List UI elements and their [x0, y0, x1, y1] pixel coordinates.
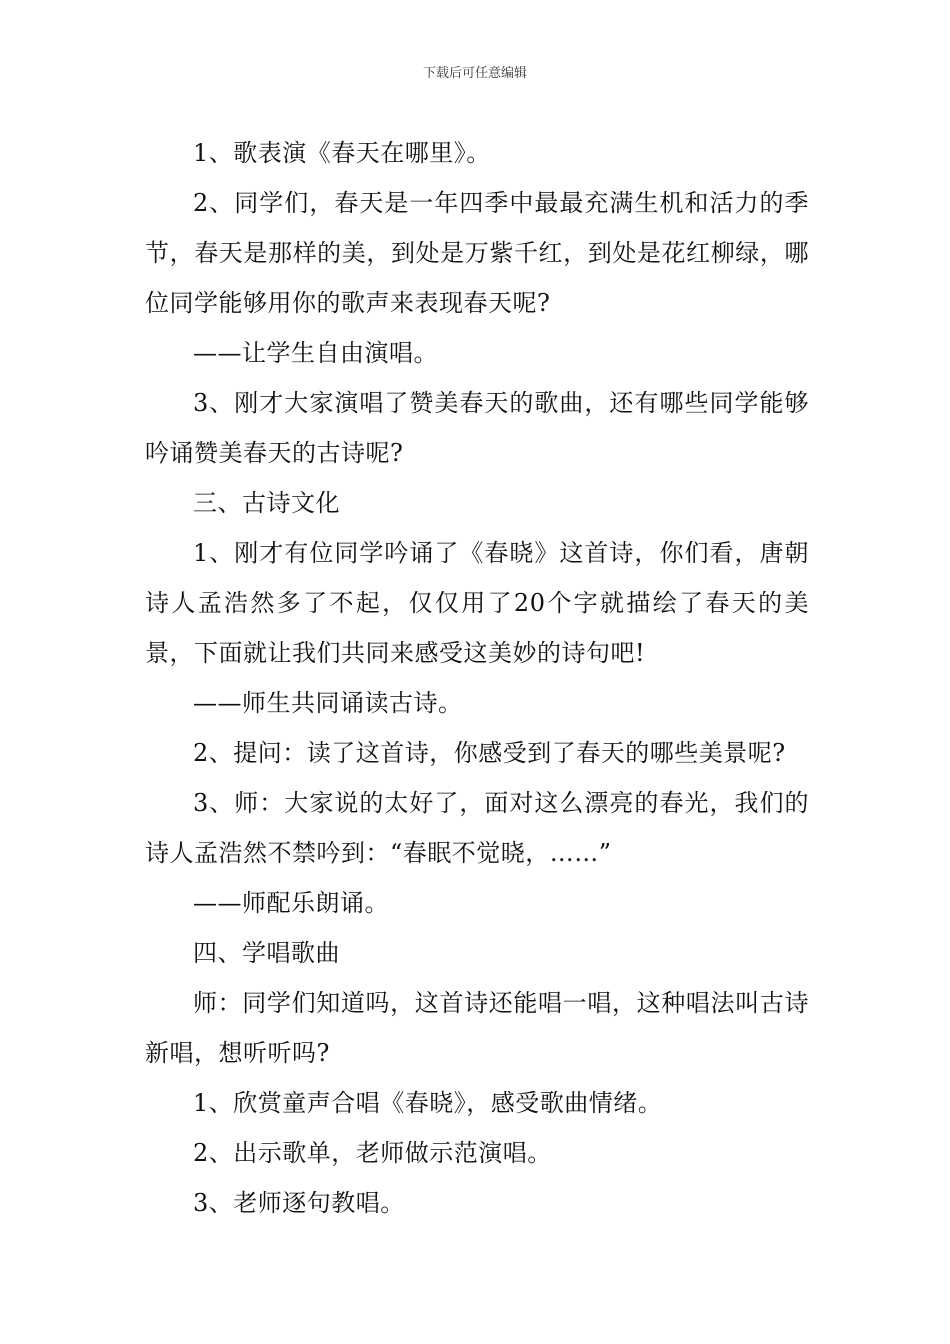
paragraph-6: ——师生共同诵读古诗。: [193, 689, 463, 717]
section-heading-4: 四、学唱歌曲: [193, 939, 340, 967]
paragraph-9: ——师配乐朗诵。: [193, 889, 389, 917]
paragraph-12: 2、出示歌单，老师做示范演唱。: [193, 1139, 552, 1167]
paragraph-11: 1、欣赏童声合唱《春晓》，感受歌曲情绪。: [193, 1089, 663, 1117]
paragraph-5: 1、刚才有位同学吟诵了《春晓》这首诗，你们看，唐朝诗人孟浩然多了不起，仅仅用了20个字就描绘了春天的美景，下面就让我们共同来感受这美妙的诗句吧!: [145, 539, 809, 667]
page-header: 下载后可任意编辑: [422, 66, 527, 81]
paragraph-7: 2、提问：读了这首诗，你感受到了春天的哪些美景呢?: [193, 739, 786, 767]
document-body: [145, 128, 809, 1228]
paragraph-2: 2、同学们，春天是一年四季中最最充满生机和活力的季节，春天是那样的美，到处是万紫千红，到处是花红柳绿，哪位同学能够用你的歌声来表现春天呢?: [145, 189, 809, 317]
paragraph-8: 3、师：大家说的太好了，面对这么漂亮的春光，我们的诗人孟浩然不禁吟到：“春眠不觉晓，……”: [145, 789, 809, 867]
paragraph-13: 3、老师逐句教唱。: [193, 1189, 405, 1217]
paragraph-3: ——让学生自由演唱。: [193, 339, 438, 367]
paragraph-4: 3、刚才大家演唱了赞美春天的歌曲，还有哪些同学能够吟诵赞美春天的古诗呢?: [145, 389, 809, 467]
paragraph-10: 师：同学们知道吗，这首诗还能唱一唱，这种唱法叫古诗新唱，想听听吗?: [145, 989, 809, 1067]
section-heading-3: 三、古诗文化: [193, 489, 340, 517]
paragraph-1: 1、歌表演《春天在哪里》。: [193, 139, 491, 167]
